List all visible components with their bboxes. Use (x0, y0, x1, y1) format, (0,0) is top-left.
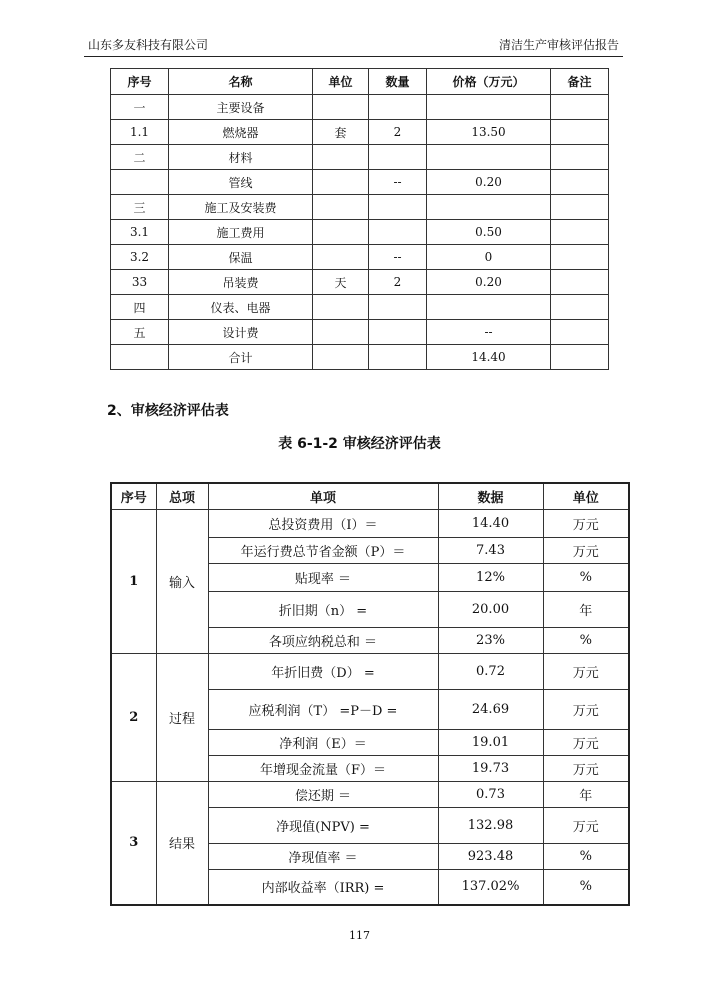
equipment-cost-table (110, 68, 609, 370)
item-value: 923.48 (438, 843, 543, 869)
column-header: 序号 (111, 69, 169, 95)
table-cell: 0.20 (427, 270, 551, 295)
item-name: 各项应纳税总和 ＝ (208, 627, 438, 653)
table-cell (369, 320, 427, 345)
table-cell: 吊装费 (169, 270, 313, 295)
group-seq: 1 (111, 509, 156, 653)
table-cell (313, 320, 369, 345)
table-cell (369, 220, 427, 245)
table-cell (427, 295, 551, 320)
item-unit: % (543, 843, 629, 869)
item-name: 内部收益率（IRR) = (208, 869, 438, 905)
table-cell: 保温 (169, 245, 313, 270)
item-unit: 万元 (543, 653, 629, 689)
table-cell: 材料 (169, 145, 313, 170)
table-cell: 0.20 (427, 170, 551, 195)
table-cell: 三 (111, 195, 169, 220)
table-cell: 0.50 (427, 220, 551, 245)
header-divider (84, 56, 623, 57)
item-name: 净利润（E）＝ (208, 729, 438, 755)
table-cell: -- (427, 320, 551, 345)
item-value: 19.73 (438, 755, 543, 781)
table-cell: 施工费用 (169, 220, 313, 245)
column-header: 价格（万元） (427, 69, 551, 95)
item-value: 24.69 (438, 689, 543, 729)
table-cell (551, 220, 609, 245)
table-cell (369, 145, 427, 170)
item-name: 年增现金流量（F）＝ (208, 755, 438, 781)
table-cell (551, 170, 609, 195)
table-row (111, 220, 609, 245)
table-cell: 管线 (169, 170, 313, 195)
table-row (111, 245, 609, 270)
item-name: 应税利润（T） =P－D = (208, 689, 438, 729)
table-header-row (111, 483, 629, 509)
table-cell: 0 (427, 245, 551, 270)
table-cell: 仪表、电器 (169, 295, 313, 320)
table-cell (551, 320, 609, 345)
group-category: 输入 (156, 509, 208, 653)
column-header: 单位 (543, 483, 629, 509)
item-value: 0.72 (438, 653, 543, 689)
table-cell (551, 295, 609, 320)
table-cell (313, 95, 369, 120)
column-header: 总项 (156, 483, 208, 509)
table-cell (313, 345, 369, 370)
item-value: 19.01 (438, 729, 543, 755)
table-cell: 套 (313, 120, 369, 145)
item-unit: % (543, 869, 629, 905)
table-row (111, 295, 609, 320)
section-title: 2、审核经济评估表 (107, 403, 229, 419)
table-cell (313, 145, 369, 170)
column-header: 备注 (551, 69, 609, 95)
item-unit: 万元 (543, 689, 629, 729)
item-name: 净现值(NPV) = (208, 807, 438, 843)
item-name: 贴现率 ＝ (208, 563, 438, 591)
header-company: 山东多友科技有限公司 (88, 38, 209, 52)
item-value: 132.98 (438, 807, 543, 843)
item-unit: 万元 (543, 807, 629, 843)
table-cell: 合计 (169, 345, 313, 370)
table-cell (369, 95, 427, 120)
item-name: 净现值率 ＝ (208, 843, 438, 869)
table-cell (551, 245, 609, 270)
table-cell (551, 195, 609, 220)
table-cell: 五 (111, 320, 169, 345)
table-cell (111, 170, 169, 195)
table-cell: 施工及安装费 (169, 195, 313, 220)
table-row (111, 509, 629, 537)
item-value: 137.02% (438, 869, 543, 905)
table-cell (369, 295, 427, 320)
item-name: 年运行费总节省金额（P）＝ (208, 537, 438, 563)
table-cell (427, 195, 551, 220)
column-header: 数据 (438, 483, 543, 509)
group-category: 过程 (156, 653, 208, 781)
item-value: 14.40 (438, 509, 543, 537)
item-value: 23% (438, 627, 543, 653)
table-cell: 3.2 (111, 245, 169, 270)
table-cell (427, 95, 551, 120)
table-row (111, 653, 629, 689)
table-cell: -- (369, 170, 427, 195)
table-row (111, 145, 609, 170)
column-header: 数量 (369, 69, 427, 95)
table-cell (551, 270, 609, 295)
table-cell (551, 345, 609, 370)
table-row (111, 781, 629, 807)
table-cell: -- (369, 245, 427, 270)
table-cell (313, 170, 369, 195)
table-caption: 表 6-1-2 审核经济评估表 (278, 436, 441, 452)
item-name: 折旧期（n） = (208, 591, 438, 627)
table-row (111, 120, 609, 145)
table-row (111, 270, 609, 295)
table-cell: 一 (111, 95, 169, 120)
item-name: 年折旧费（D） = (208, 653, 438, 689)
item-unit: 万元 (543, 537, 629, 563)
table-cell: 2 (369, 270, 427, 295)
item-unit: 万元 (543, 729, 629, 755)
item-value: 12% (438, 563, 543, 591)
table-row (111, 195, 609, 220)
table-row (111, 320, 609, 345)
table-cell (551, 95, 609, 120)
column-header: 序号 (111, 483, 156, 509)
economic-evaluation-table (110, 482, 630, 906)
item-unit: 万元 (543, 755, 629, 781)
table-cell: 33 (111, 270, 169, 295)
table-cell (313, 220, 369, 245)
table-cell: 设计费 (169, 320, 313, 345)
group-seq: 3 (111, 781, 156, 905)
item-unit: % (543, 627, 629, 653)
item-name: 总投资费用（I）＝ (208, 509, 438, 537)
item-value: 7.43 (438, 537, 543, 563)
table-cell (427, 145, 551, 170)
table-cell (551, 145, 609, 170)
table-row (111, 345, 609, 370)
table-cell: 3.1 (111, 220, 169, 245)
table-row (111, 170, 609, 195)
table-cell: 主要设备 (169, 95, 313, 120)
table-cell: 2 (369, 120, 427, 145)
item-value: 0.73 (438, 781, 543, 807)
table-cell: 1.1 (111, 120, 169, 145)
item-unit: 年 (543, 591, 629, 627)
table-cell: 二 (111, 145, 169, 170)
table-cell (369, 195, 427, 220)
table-cell: 四 (111, 295, 169, 320)
column-header: 单项 (208, 483, 438, 509)
table-row (111, 95, 609, 120)
column-header: 名称 (169, 69, 313, 95)
table-cell: 燃烧器 (169, 120, 313, 145)
item-unit: 万元 (543, 509, 629, 537)
column-header: 单位 (313, 69, 369, 95)
table-cell (313, 245, 369, 270)
table-cell: 13.50 (427, 120, 551, 145)
page-number: 117 (349, 929, 370, 942)
table-cell: 14.40 (427, 345, 551, 370)
table-cell (313, 295, 369, 320)
table-cell (313, 195, 369, 220)
group-seq: 2 (111, 653, 156, 781)
table-cell (369, 345, 427, 370)
group-category: 结果 (156, 781, 208, 905)
item-name: 偿还期 ＝ (208, 781, 438, 807)
item-value: 20.00 (438, 591, 543, 627)
table-cell (551, 120, 609, 145)
table-cell: 天 (313, 270, 369, 295)
table-header-row (111, 69, 609, 95)
item-unit: 年 (543, 781, 629, 807)
item-unit: % (543, 563, 629, 591)
table-cell (111, 345, 169, 370)
header-report-title: 清洁生产审核评估报告 (498, 38, 619, 52)
